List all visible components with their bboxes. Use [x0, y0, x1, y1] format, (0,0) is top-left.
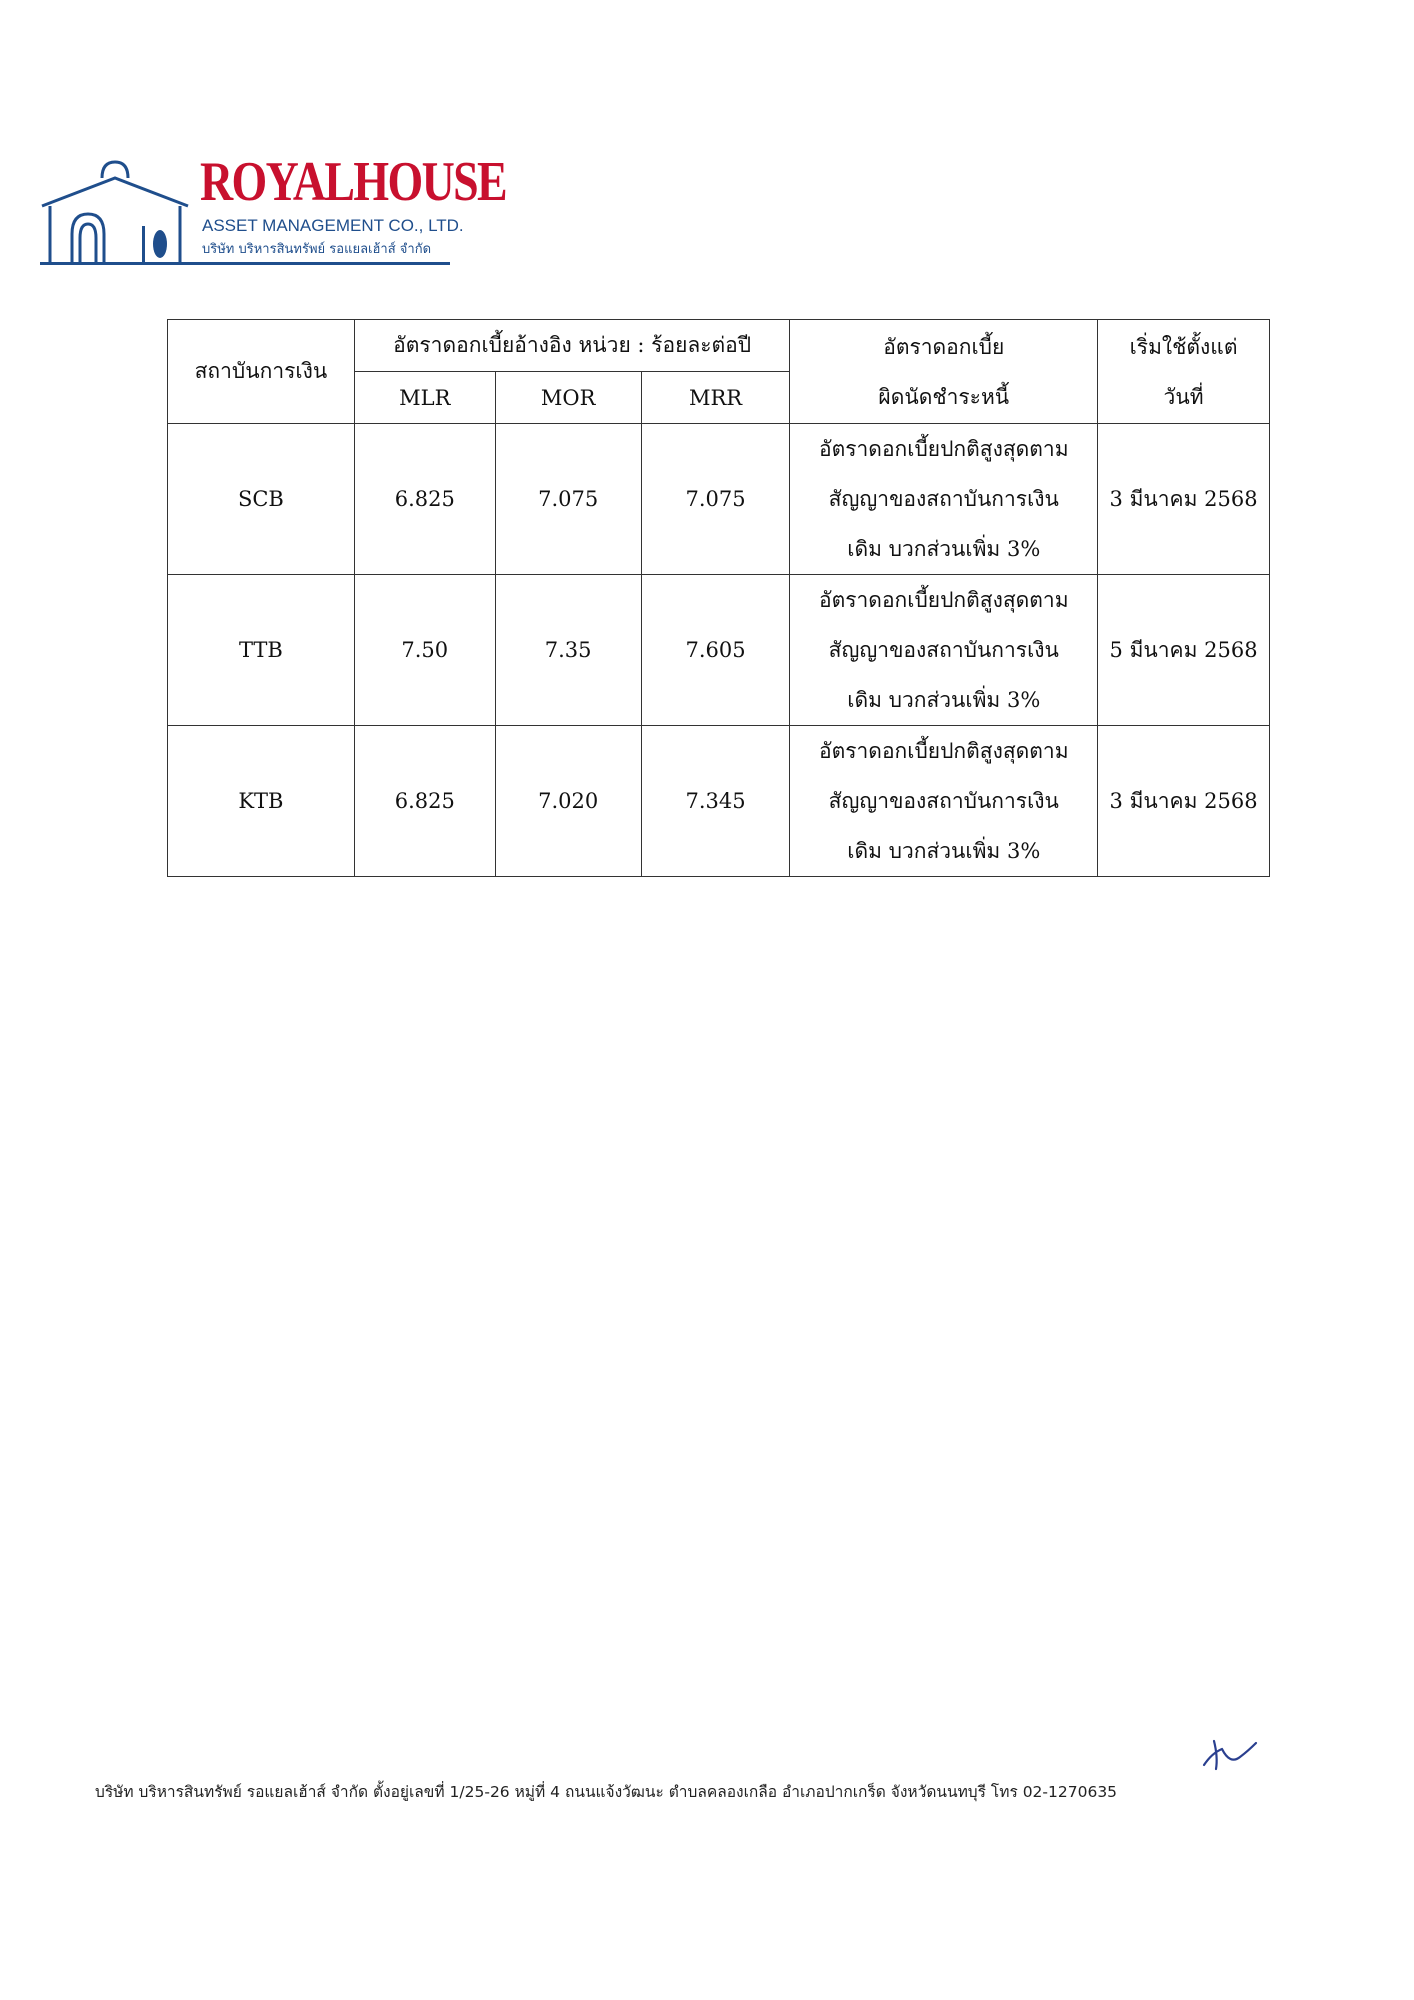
logo-underline [40, 262, 450, 265]
signature-mark [1200, 1735, 1260, 1775]
effective-date-cell: 3 มีนาคม 2568 [1098, 726, 1270, 877]
mrr-cell: 7.075 [641, 424, 790, 575]
default-rate-cell [790, 575, 1098, 726]
default-rate-cell [790, 726, 1098, 877]
header-default-rate [790, 320, 1098, 424]
logo-subtitle: ASSET MANAGEMENT CO., LTD. [202, 216, 464, 235]
default-rate-line1: อัตราดอกเบี้ยปกติสูงสุดตาม [818, 437, 1069, 461]
mlr-cell: 7.50 [354, 575, 495, 726]
company-logo [40, 150, 506, 270]
mlr-cell: 6.825 [354, 424, 495, 575]
mrr-cell: 7.345 [641, 726, 790, 877]
default-rate-line3: เดิม บวกส่วนเพิ่ม 3% [847, 688, 1041, 712]
interest-rate-table [167, 319, 1270, 877]
default-rate-line2: สัญญาของสถาบันการเงิน [828, 789, 1059, 813]
mor-cell: 7.35 [495, 575, 641, 726]
default-rate-line1: อัตราดอกเบี้ยปกติสูงสุดตาม [818, 588, 1069, 612]
bank-cell: SCB [168, 424, 355, 575]
default-rate-line1: อัตราดอกเบี้ยปกติสูงสุดตาม [818, 739, 1069, 763]
header-mlr: MLR [354, 372, 495, 424]
header-institution: สถาบันการเงิน [168, 320, 355, 424]
header-default-rate-line1: อัตราดอกเบี้ย [883, 334, 1005, 359]
default-rate-line2: สัญญาของสถาบันการเงิน [828, 638, 1059, 662]
default-rate-line3: เดิม บวกส่วนเพิ่ม 3% [847, 537, 1041, 561]
header-default-rate-line2: ผิดนัดชำระหนี้ [878, 384, 1010, 409]
header-effective-line2: วันที่ [1163, 384, 1204, 409]
logo-name: ROYALHOUSE [200, 151, 506, 213]
header-row-top [168, 320, 1270, 372]
effective-date-cell: 3 มีนาคม 2568 [1098, 424, 1270, 575]
table-row [168, 575, 1270, 726]
bank-cell: TTB [168, 575, 355, 726]
default-rate-line3: เดิม บวกส่วนเพิ่ม 3% [847, 839, 1041, 863]
default-rate-cell [790, 424, 1098, 575]
logo-thai-name: บริษัท บริหารสินทรัพย์ รอแยลเฮ้าส์ จำกัด [202, 242, 432, 257]
mlr-cell: 6.825 [354, 726, 495, 877]
header-reference-rate: อัตราดอกเบี้ยอ้างอิง หน่วย : ร้อยละต่อปี [354, 320, 790, 372]
house-logo-icon [40, 156, 190, 266]
mor-cell: 7.075 [495, 424, 641, 575]
effective-date-cell: 5 มีนาคม 2568 [1098, 575, 1270, 726]
header-effective-date [1098, 320, 1270, 424]
mrr-cell: 7.605 [641, 575, 790, 726]
header-mor: MOR [495, 372, 641, 424]
table-row [168, 726, 1270, 877]
bank-cell: KTB [168, 726, 355, 877]
header-mrr: MRR [641, 372, 790, 424]
default-rate-line2: สัญญาของสถาบันการเงิน [828, 487, 1059, 511]
table-row [168, 424, 1270, 575]
header-effective-line1: เริ่มใช้ตั้งแต่ [1129, 334, 1238, 359]
mor-cell: 7.020 [495, 726, 641, 877]
footer-address: บริษัท บริหารสินทรัพย์ รอแยลเฮ้าส์ จำกัด ตั้งอยู่เลขที่ 1/25-26 หมู่ที่ 4 ถนนแจ้งวัฒนะ ตำบลคลองเกลือ อำเภอปากเกร็ด จังหวัดนนทบุรี โทร 02-1270635 [95, 1783, 1118, 1801]
